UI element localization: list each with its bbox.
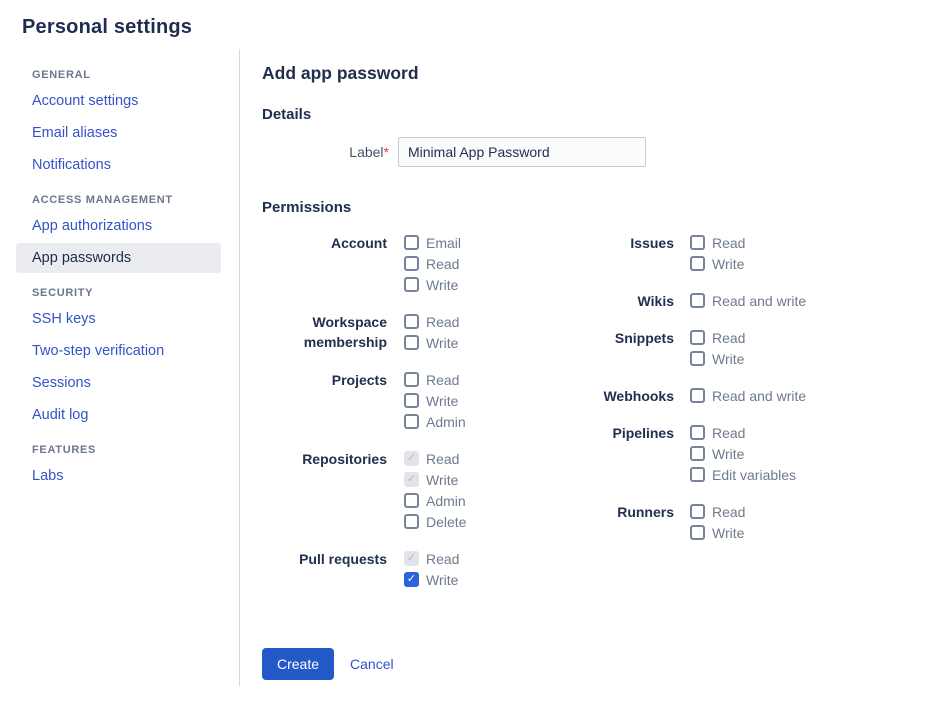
create-button[interactable]: Create xyxy=(262,648,334,680)
projects-read-checkbox[interactable] xyxy=(404,372,419,387)
form-actions xyxy=(262,648,936,710)
page-header xyxy=(0,0,936,49)
perm-group-account xyxy=(262,232,560,295)
sidebar-section-features xyxy=(0,444,239,491)
snippets-read-checkbox[interactable] xyxy=(690,330,705,345)
checkbox-label[interactable]: Read xyxy=(426,313,460,330)
content-row xyxy=(0,49,936,686)
checkbox-label[interactable]: Delete xyxy=(426,513,467,530)
perm-group-label-wikis: Wikis xyxy=(637,293,674,309)
checkbox-label[interactable]: Write xyxy=(712,524,745,541)
workspace-membership-read-checkbox[interactable] xyxy=(404,314,419,329)
sidebar-section-security xyxy=(0,287,239,430)
checkbox-label[interactable]: Write xyxy=(426,276,459,293)
checkbox-label[interactable]: Read xyxy=(712,329,746,346)
perm-group-projects xyxy=(262,369,560,432)
perm-options-pull-requests xyxy=(404,548,459,590)
repositories-write-checkbox[interactable] xyxy=(404,472,419,487)
perm-option-repositories-write xyxy=(404,469,466,490)
perm-options-workspace-membership xyxy=(404,311,459,353)
checkbox-label[interactable]: Write xyxy=(426,571,459,588)
perm-option-workspace-membership-read xyxy=(404,311,459,332)
perm-options-pipelines xyxy=(690,422,796,485)
projects-write-checkbox[interactable] xyxy=(404,393,419,408)
checkbox-label[interactable]: Write xyxy=(712,350,745,367)
perm-group-label-runners: Runners xyxy=(617,504,674,520)
checkbox-label[interactable]: Admin xyxy=(426,413,466,430)
perm-group-snippets xyxy=(560,327,806,369)
sidebar-section-header: FEATURES xyxy=(32,444,97,456)
perm-group-label-projects: Projects xyxy=(331,372,387,388)
issues-write-checkbox[interactable] xyxy=(690,256,705,271)
perm-option-snippets-read xyxy=(690,327,745,348)
label-field-row xyxy=(262,137,936,167)
perm-option-repositories-read xyxy=(404,448,466,469)
perm-option-snippets-write xyxy=(690,348,745,369)
form-title: Add app password xyxy=(262,63,419,83)
perm-group-issues xyxy=(560,232,806,274)
perm-group-label-snippets: Snippets xyxy=(614,330,674,346)
repositories-read-checkbox[interactable] xyxy=(404,451,419,466)
perm-group-label-pull-requests: Pull requests xyxy=(299,551,387,567)
checkbox-label[interactable]: Email xyxy=(426,234,462,251)
perm-group-label-workspace-membership: Workspace membership xyxy=(303,314,387,350)
sidebar-section-header: SECURITY xyxy=(32,287,94,299)
permissions-columns xyxy=(262,232,936,606)
checkbox-label[interactable]: Read and write xyxy=(712,387,807,404)
pipelines-read-checkbox[interactable] xyxy=(690,425,705,440)
perm-option-repositories-admin xyxy=(404,490,466,511)
perm-options-repositories xyxy=(404,448,466,532)
checkbox-label[interactable]: Read and write xyxy=(712,292,807,309)
perm-option-runners-write xyxy=(690,522,745,543)
perm-group-label-webhooks: Webhooks xyxy=(603,388,674,404)
perm-group-pipelines xyxy=(560,422,806,485)
perm-options-snippets xyxy=(690,327,745,369)
details-heading: Details xyxy=(262,106,312,123)
webhooks-read-and-write-checkbox[interactable] xyxy=(690,388,705,403)
account-email-checkbox[interactable] xyxy=(404,235,419,250)
checkbox-label[interactable]: Read xyxy=(712,234,746,251)
sidebar-item-two-step-verification[interactable]: Two-step verification xyxy=(32,343,165,359)
perm-option-projects-read xyxy=(404,369,466,390)
perm-options-wikis xyxy=(690,290,806,311)
perm-option-pipelines-write xyxy=(690,443,796,464)
perm-option-account-read xyxy=(404,253,461,274)
perm-option-account-email xyxy=(404,232,461,253)
pipelines-write-checkbox[interactable] xyxy=(690,446,705,461)
sidebar-item-ssh-keys[interactable]: SSH keys xyxy=(32,311,96,327)
perm-group-label-pipelines: Pipelines xyxy=(612,425,674,441)
perm-option-webhooks-read-and-write xyxy=(690,385,806,406)
runners-read-checkbox[interactable] xyxy=(690,504,705,519)
perm-option-pull-requests-write xyxy=(404,569,459,590)
perm-option-projects-write xyxy=(404,390,466,411)
perm-group-wikis xyxy=(560,290,806,311)
required-asterisk: * xyxy=(383,144,389,160)
sidebar-item-email-aliases[interactable]: Email aliases xyxy=(32,125,118,141)
pull-requests-write-checkbox[interactable] xyxy=(404,572,419,587)
checkbox-label[interactable]: Admin xyxy=(426,492,466,509)
sidebar-item-notifications[interactable]: Notifications xyxy=(32,157,111,173)
permissions-column-2 xyxy=(560,232,806,606)
checkbox-label[interactable]: Write xyxy=(712,255,745,272)
projects-admin-checkbox[interactable] xyxy=(404,414,419,429)
perm-option-issues-read xyxy=(690,232,745,253)
checkmark-icon: ✓ xyxy=(406,473,417,485)
perm-group-label-account: Account xyxy=(331,235,387,251)
checkbox-label[interactable]: Read xyxy=(426,371,460,388)
sidebar-item-account-settings[interactable]: Account settings xyxy=(32,93,139,109)
checkmark-icon: ✓ xyxy=(406,452,417,464)
perm-option-pipelines-edit-variables xyxy=(690,464,796,485)
cancel-link[interactable]: Cancel xyxy=(350,656,394,672)
checkbox-label[interactable]: Read xyxy=(426,550,460,567)
checkbox-label[interactable]: Write xyxy=(712,445,745,462)
sidebar-section-header: GENERAL xyxy=(32,69,91,81)
pull-requests-read-checkbox[interactable] xyxy=(404,551,419,566)
perm-option-repositories-delete xyxy=(404,511,466,532)
perm-options-projects xyxy=(404,369,466,432)
checkbox-label[interactable]: Write xyxy=(426,471,459,488)
perm-options-issues xyxy=(690,232,745,274)
main-panel xyxy=(240,49,936,686)
perm-option-workspace-membership-write xyxy=(404,332,459,353)
checkbox-label[interactable]: Write xyxy=(426,334,459,351)
perm-group-repositories xyxy=(262,448,560,532)
label-text: Label xyxy=(349,144,384,160)
perm-group-webhooks xyxy=(560,385,806,406)
sidebar-item-app-authorizations[interactable]: App authorizations xyxy=(32,218,153,234)
label-input[interactable] xyxy=(398,137,646,167)
perm-option-issues-write xyxy=(690,253,745,274)
perm-group-pull-requests xyxy=(262,548,560,590)
sidebar xyxy=(0,49,240,686)
checkbox-label[interactable]: Edit variables xyxy=(712,466,797,483)
checkbox-label[interactable]: Read xyxy=(426,450,460,467)
checkbox-label[interactable]: Read xyxy=(712,424,746,441)
pipelines-edit-variables-checkbox[interactable] xyxy=(690,467,705,482)
perm-option-pipelines-read xyxy=(690,422,796,443)
sidebar-item-sessions[interactable]: Sessions xyxy=(32,375,91,391)
perm-group-runners xyxy=(560,501,806,543)
sidebar-item-app-passwords[interactable]: App passwords xyxy=(16,243,221,273)
perm-options-account xyxy=(404,232,461,295)
perm-options-runners xyxy=(690,501,745,543)
perm-option-pull-requests-read xyxy=(404,548,459,569)
perm-option-projects-admin xyxy=(404,411,466,432)
account-write-checkbox[interactable] xyxy=(404,277,419,292)
checkmark-icon: ✓ xyxy=(406,573,417,585)
perm-option-runners-read xyxy=(690,501,745,522)
checkmark-icon: ✓ xyxy=(406,552,417,564)
wikis-read-and-write-checkbox[interactable] xyxy=(690,293,705,308)
label-field-caption xyxy=(262,144,398,160)
permissions-column-1 xyxy=(262,232,560,606)
workspace-membership-write-checkbox[interactable] xyxy=(404,335,419,350)
perm-options-webhooks xyxy=(690,385,806,406)
repositories-admin-checkbox[interactable] xyxy=(404,493,419,508)
sidebar-item-audit-log[interactable]: Audit log xyxy=(32,407,89,423)
issues-read-checkbox[interactable] xyxy=(690,235,705,250)
perm-group-workspace-membership xyxy=(262,311,560,353)
sidebar-section-header: ACCESS MANAGEMENT xyxy=(32,194,173,206)
perm-option-wikis-read-and-write xyxy=(690,290,806,311)
repositories-delete-checkbox[interactable] xyxy=(404,514,419,529)
checkbox-label[interactable]: Write xyxy=(426,392,459,409)
sidebar-item-labs[interactable]: Labs xyxy=(32,468,64,484)
page-title: Personal settings xyxy=(22,16,193,38)
account-read-checkbox[interactable] xyxy=(404,256,419,271)
perm-group-label-issues: Issues xyxy=(630,235,674,251)
runners-write-checkbox[interactable] xyxy=(690,525,705,540)
checkbox-label[interactable]: Read xyxy=(426,255,460,272)
snippets-write-checkbox[interactable] xyxy=(690,351,705,366)
permissions-heading: Permissions xyxy=(262,199,352,216)
perm-group-label-repositories: Repositories xyxy=(302,451,387,467)
sidebar-section-general xyxy=(0,69,239,180)
sidebar-section-access-management xyxy=(0,194,239,273)
checkbox-label[interactable]: Read xyxy=(712,503,746,520)
perm-option-account-write xyxy=(404,274,461,295)
